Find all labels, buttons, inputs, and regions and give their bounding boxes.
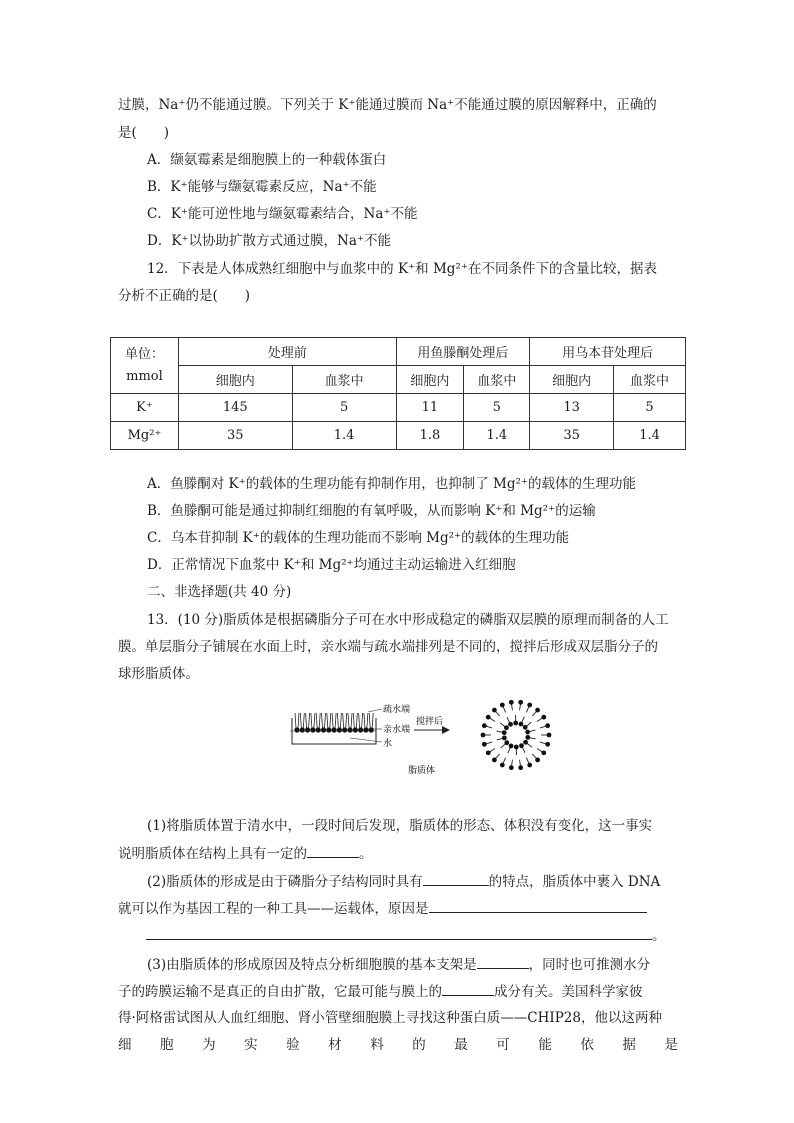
table-sub-header: 细胞内 (396, 366, 464, 394)
table-cell: 11 (396, 394, 464, 422)
table-sub-header: 细胞内 (178, 366, 292, 394)
answer-blank[interactable] (146, 925, 652, 940)
phospholipid-molecule (347, 713, 352, 733)
answer-blank[interactable] (423, 871, 489, 886)
label-hydrophobic: 疏水端 (383, 704, 411, 714)
phospholipid-molecule (326, 713, 331, 733)
answer-blank[interactable] (429, 898, 647, 913)
table-cell: 1.4 (614, 422, 686, 450)
table-group-header: 处理前 (178, 338, 396, 366)
phospholipid-molecule (519, 743, 525, 753)
q13-p1-line2 (118, 843, 373, 864)
spaced-char: 料 (370, 1037, 384, 1053)
table-cell: 5 (464, 394, 530, 422)
q11-option-c: C．K⁺能可逆性地与缬氨霉素结合，Na⁺不能 (147, 206, 418, 222)
phospholipid-molecule (523, 722, 532, 730)
phospholipid-molecule (537, 715, 546, 722)
table-cell: 5 (292, 394, 396, 422)
q13-p2-line3 (118, 925, 666, 946)
spaced-char: 可 (496, 1037, 510, 1053)
q13-p1-line1: (1)将脂质体置于清水中，一段时间后发现，脂质体的形态、体积没有变化，这一事实 (147, 818, 653, 834)
phospholipid-molecule (518, 760, 523, 770)
phospholipid-molecule (519, 717, 525, 727)
q13-p3-text-a: (3)由脂质体的形成原因及特点分析细胞膜的基本支架是 (147, 957, 477, 973)
spaced-char: 的 (412, 1037, 426, 1053)
table-sub-header: 血浆中 (614, 366, 686, 394)
spaced-char: 依 (580, 1037, 594, 1053)
phospholipid-molecule (500, 758, 506, 768)
phospholipid-molecule (514, 745, 519, 755)
q13-p2-line1 (147, 871, 660, 892)
spaced-char: 材 (328, 1037, 342, 1053)
phospholipid-molecule (532, 708, 540, 716)
table-cell: 1.4 (292, 422, 396, 450)
q12-option-a: A．鱼滕酮对 K⁺的载体的生理功能有抑制作用，也抑制了 Mg²⁺的载体的生理功能 (147, 476, 637, 492)
table-row-label: Mg²⁺ (111, 422, 179, 450)
label-stir: 搅拌后 (416, 716, 444, 726)
answer-blank[interactable] (307, 843, 359, 858)
table-group-header: 用乌本苷处理后 (530, 338, 686, 366)
phospholipid-molecule (497, 736, 507, 741)
phospholipid-molecule (294, 713, 299, 733)
phospholipid-molecule (482, 723, 492, 728)
phospholipid-molecule (532, 754, 540, 762)
phospholipid-molecule (513, 715, 518, 725)
liposome-figure (290, 698, 555, 776)
phospholipid-molecule (508, 744, 514, 754)
phospholipid-molecule (342, 713, 347, 733)
arrow-head-icon (442, 726, 450, 734)
q13-p1-end: 。 (359, 846, 373, 862)
q13-p2-text: (2)脂质体的形成是由于磷脂分子结构同时具有 (147, 874, 423, 890)
table-unit-top: 单位： (124, 346, 164, 362)
table-row (111, 422, 686, 450)
table-unit-bottom: mmol (126, 368, 163, 384)
phospholipid-molecule (305, 713, 310, 733)
phospholipid-molecule (525, 735, 535, 740)
table-row (111, 394, 686, 422)
phospholipid-molecule (486, 715, 495, 722)
table-sub-header: 细胞内 (530, 366, 614, 394)
spaced-char: 据 (622, 1037, 636, 1053)
table-group-header: 用鱼滕酮处理后 (396, 338, 530, 366)
phospholipid-molecule (358, 713, 363, 733)
table-cell: 1.8 (396, 422, 464, 450)
table-cell: 35 (178, 422, 292, 450)
spaced-char: 细 (118, 1037, 132, 1053)
table-cell: 35 (530, 422, 614, 450)
label-liposome: 脂质体 (408, 765, 436, 775)
liposome-sphere (481, 700, 552, 770)
q13-p3-line1 (147, 954, 650, 975)
q13-p2-end: 。 (652, 928, 666, 944)
q12-stem-line2: 分析不正确的是( ) (118, 288, 251, 304)
spaced-char: 最 (454, 1037, 468, 1053)
phospholipid-molecule (486, 749, 495, 756)
q13-p3-text-a-post: ，同时也可推测水分 (528, 957, 651, 973)
phospholipid-molecule (481, 733, 491, 738)
q12-stem-line1: 12．下表是人体成熟红细胞中与血浆中的 K⁺和 Mg²⁺在不同条件下的含量比较，据表 (147, 261, 657, 277)
phospholipid-molecule (500, 723, 509, 730)
q13-p2-text-b: 就可以作为基因工程的一种工具——运载体，原因是 (118, 901, 429, 917)
label-hydrophilic: 亲水端 (383, 724, 411, 734)
q13-p1-text: 说明脂质体在结构上具有一定的 (118, 846, 307, 862)
q13-intro-line1: 13．(10 分)脂质体是根据磷脂分子可在水中形成稳定的磷脂双层膜的原理而制备的人工 (147, 612, 669, 628)
table-row-label: K⁺ (111, 394, 179, 422)
q13-intro-line3: 球形脂质体。 (118, 666, 199, 682)
phospholipid-molecule (310, 713, 315, 733)
q13-p3-line2 (118, 981, 643, 1002)
q12-data-table (110, 337, 686, 450)
phospholipid-molecule (337, 713, 342, 733)
phospholipid-molecule (509, 760, 514, 770)
phospholipid-molecule (332, 713, 337, 733)
phospholipid-molecule (369, 713, 374, 733)
q11-option-a: A．缬氨霉素是细胞膜上的一种载体蛋白 (147, 152, 387, 168)
q13-p2-text-post: 的特点，脂质体中裹入 DNA (488, 874, 661, 890)
spaced-char: 实 (244, 1037, 258, 1053)
table-cell: 13 (530, 394, 614, 422)
phospholipid-molecule (509, 700, 514, 710)
phospholipid-molecule (321, 713, 326, 733)
phospholipid-molecule (482, 742, 492, 747)
spaced-char: 验 (286, 1037, 300, 1053)
q13-p3-line3: 得·阿格雷试图从人血红细胞、肾小管壁细胞膜上寻找这种蛋白质——CHIP28，他以这两种 (118, 1010, 662, 1026)
section-heading: 二、非选择题(共 40 分) (147, 584, 292, 600)
table-sub-header: 血浆中 (292, 366, 396, 394)
q13-p3-text-b: 子的跨膜运输不是真正的自由扩散，它最可能与膜上的 (118, 984, 442, 1000)
phospholipid-molecule (540, 742, 550, 747)
table-sub-header: 血浆中 (464, 366, 530, 394)
q12-option-b: B．鱼滕酮可能是通过抑制红细胞的有氧呼吸，从而影响 K⁺和 Mg²⁺的运输 (147, 503, 596, 519)
q11-stem-line1: 过膜，Na⁺仍不能通过膜。下列关于 K⁺能通过膜而 Na⁺不能通过膜的原因解释中，正确的 (118, 97, 657, 113)
phospholipid-molecule (541, 733, 551, 738)
phospholipid-molecule (523, 740, 532, 747)
q11-stem-line2: 是( ) (118, 125, 170, 141)
q13-p3-line4 (118, 1035, 678, 1055)
q11-option-b: B．K⁺能够与缬氨霉素反应，Na⁺不能 (147, 179, 377, 195)
phospholipid-molecule (501, 740, 510, 748)
phospholipid-molecule (363, 713, 368, 733)
table-unit-cell (111, 338, 179, 394)
phospholipid-molecule (537, 749, 546, 756)
q11-option-d: D．K⁺以协助扩散方式通过膜，Na⁺不能 (147, 233, 392, 249)
phospholipid-molecule (526, 758, 532, 768)
phospholipid-molecule (492, 754, 500, 762)
phospholipid-molecule (526, 703, 532, 713)
q12-option-c: C．乌本苷抑制 K⁺的载体的生理功能而不影响 Mg²⁺的载体的生理功能 (147, 530, 570, 546)
answer-blank[interactable] (442, 981, 494, 996)
phospholipid-molecule (492, 708, 500, 716)
q13-p3-text-b-post: 成分有关。美国科学家彼 (494, 984, 643, 1000)
q13-p2-line2 (118, 898, 647, 919)
phospholipid-molecule (496, 730, 506, 735)
phospholipid-molecule (507, 717, 513, 727)
spaced-char: 能 (538, 1037, 552, 1053)
phospholipid-molecule (518, 700, 523, 710)
q12-option-d: D．正常情况下血浆中 K⁺和 Mg²⁺均通过主动运输进入红细胞 (147, 557, 516, 573)
table-cell: 1.4 (464, 422, 530, 450)
phospholipid-molecule (300, 713, 305, 733)
phospholipid-molecule (353, 713, 358, 733)
spaced-char: 为 (202, 1037, 216, 1053)
q13-intro-line2: 膜。单层脂分子铺展在水面上时，亲水端与疏水端排列是不同的，搅拌后形成双层脂分子的 (118, 639, 658, 655)
phospholipid-molecule (316, 713, 321, 733)
phospholipid-molecule (500, 703, 506, 713)
spaced-char: 胞 (160, 1037, 174, 1053)
table-cell: 145 (178, 394, 292, 422)
phospholipid-molecule (540, 723, 550, 728)
spaced-char: 是 (664, 1037, 678, 1053)
table-cell: 5 (614, 394, 686, 422)
answer-blank[interactable] (477, 954, 529, 969)
label-water: 水 (383, 738, 393, 748)
phospholipid-molecule (525, 730, 535, 735)
